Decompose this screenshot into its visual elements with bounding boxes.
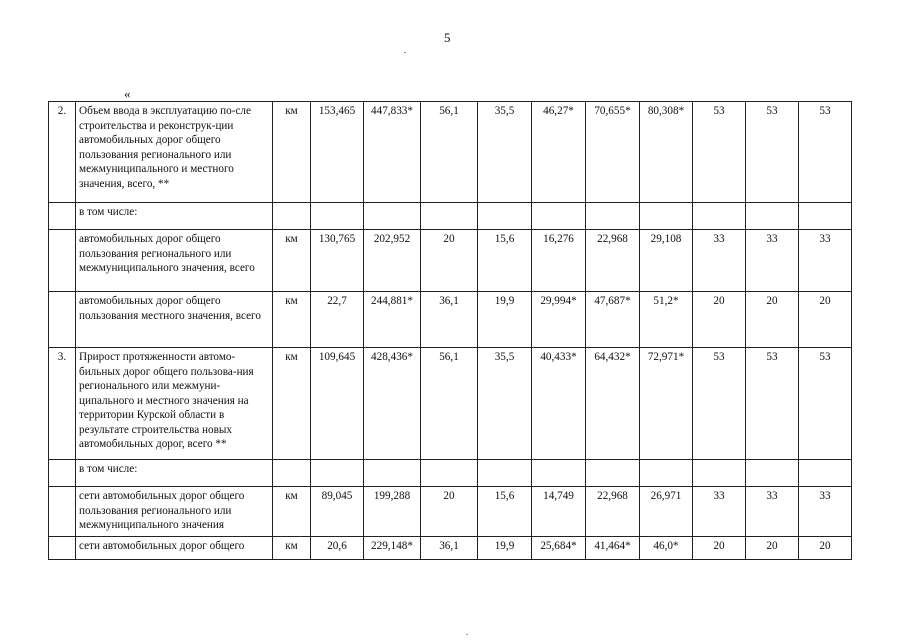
unit-cell	[273, 460, 311, 487]
value-cell: 40,433*	[532, 348, 586, 460]
value-cell	[799, 460, 852, 487]
value-cell	[478, 460, 532, 487]
value-cell: 53	[799, 348, 852, 460]
indicator-name-cell: сети автомобильных дорог общего	[76, 537, 273, 560]
row-number-cell: 3.	[49, 348, 76, 460]
value-cell: 51,2*	[640, 292, 693, 348]
value-cell: 109,645	[311, 348, 364, 460]
indicators-table	[48, 101, 852, 560]
value-cell	[746, 460, 799, 487]
indicator-name-cell: в том числе:	[76, 460, 273, 487]
value-cell: 56,1	[421, 348, 478, 460]
unit-cell: км	[273, 487, 311, 537]
value-cell: 20	[421, 230, 478, 292]
value-cell: 20	[421, 487, 478, 537]
value-cell	[421, 460, 478, 487]
value-cell	[799, 203, 852, 230]
value-cell: 20	[746, 537, 799, 560]
value-cell: 19,9	[478, 292, 532, 348]
table-row	[49, 203, 852, 230]
value-cell: 70,655*	[586, 102, 640, 203]
row-number-cell	[49, 537, 76, 560]
value-cell: 153,465	[311, 102, 364, 203]
value-cell: 244,881*	[364, 292, 421, 348]
value-cell: 64,432*	[586, 348, 640, 460]
value-cell	[311, 203, 364, 230]
indicator-name-cell: Объем ввода в эксплуатацию по-сле строительства и реконструк-ции автомобильных дорог общего пользования регионального или межмуниципального и местного значения, всего, **	[76, 102, 273, 203]
value-cell	[532, 460, 586, 487]
table-row	[49, 292, 852, 348]
row-number-cell	[49, 487, 76, 537]
unit-cell: км	[273, 102, 311, 203]
value-cell	[693, 203, 746, 230]
value-cell: 20	[799, 292, 852, 348]
value-cell: 36,1	[421, 292, 478, 348]
value-cell	[746, 203, 799, 230]
row-number-cell	[49, 292, 76, 348]
value-cell: 428,436*	[364, 348, 421, 460]
value-cell	[421, 203, 478, 230]
unit-cell: км	[273, 230, 311, 292]
scan-speck	[466, 634, 468, 635]
row-number-cell	[49, 203, 76, 230]
value-cell: 20	[746, 292, 799, 348]
value-cell: 72,971*	[640, 348, 693, 460]
value-cell	[586, 203, 640, 230]
value-cell: 15,6	[478, 230, 532, 292]
value-cell: 41,464*	[586, 537, 640, 560]
value-cell: 20	[693, 292, 746, 348]
value-cell: 199,288	[364, 487, 421, 537]
value-cell: 46,27*	[532, 102, 586, 203]
value-cell: 89,045	[311, 487, 364, 537]
indicator-name-cell: в том числе:	[76, 203, 273, 230]
value-cell: 229,148*	[364, 537, 421, 560]
value-cell: 447,833*	[364, 102, 421, 203]
value-cell	[364, 460, 421, 487]
unit-cell: км	[273, 537, 311, 560]
table-row	[49, 487, 852, 537]
value-cell: 47,687*	[586, 292, 640, 348]
indicator-name-cell: автомобильных дорог общего пользования регионального или межмуниципального значения, всего	[76, 230, 273, 292]
value-cell: 26,971	[640, 487, 693, 537]
value-cell: 14,749	[532, 487, 586, 537]
value-cell	[532, 203, 586, 230]
value-cell: 53	[693, 348, 746, 460]
unit-cell	[273, 203, 311, 230]
value-cell	[478, 203, 532, 230]
value-cell: 80,308*	[640, 102, 693, 203]
value-cell: 22,968	[586, 230, 640, 292]
value-cell: 35,5	[478, 348, 532, 460]
value-cell: 33	[746, 487, 799, 537]
opening-quote-mark: «	[124, 86, 131, 101]
table-row	[49, 230, 852, 292]
indicator-name-cell: сети автомобильных дорог общего пользования регионального или межмуниципального значения	[76, 487, 273, 537]
indicator-name-cell: автомобильных дорог общего пользования местного значения, всего	[76, 292, 273, 348]
value-cell: 46,0*	[640, 537, 693, 560]
value-cell	[364, 203, 421, 230]
row-number-cell	[49, 230, 76, 292]
table-row	[49, 348, 852, 460]
value-cell: 19,9	[478, 537, 532, 560]
value-cell	[586, 460, 640, 487]
value-cell: 53	[746, 102, 799, 203]
scan-speck	[404, 52, 406, 53]
value-cell	[640, 460, 693, 487]
value-cell: 33	[799, 230, 852, 292]
value-cell: 15,6	[478, 487, 532, 537]
table-body	[49, 102, 852, 560]
value-cell: 202,952	[364, 230, 421, 292]
value-cell: 53	[799, 102, 852, 203]
value-cell: 22,968	[586, 487, 640, 537]
unit-cell: км	[273, 348, 311, 460]
value-cell	[311, 460, 364, 487]
value-cell: 20	[693, 537, 746, 560]
value-cell: 53	[693, 102, 746, 203]
page-number: 5	[444, 30, 451, 45]
value-cell: 22,7	[311, 292, 364, 348]
value-cell: 33	[799, 487, 852, 537]
table-row	[49, 102, 852, 203]
indicator-name-cell: Прирост протяженности автомо-бильных дорог общего пользова-ния регионального или межмуни-ципального и местного значения на территории Курской области в результате строительства новых автомобильных дорог, всего **	[76, 348, 273, 460]
value-cell: 25,684*	[532, 537, 586, 560]
table-row	[49, 460, 852, 487]
value-cell	[693, 460, 746, 487]
value-cell: 29,108	[640, 230, 693, 292]
row-number-cell	[49, 460, 76, 487]
row-number-cell: 2.	[49, 102, 76, 203]
unit-cell: км	[273, 292, 311, 348]
value-cell: 35,5	[478, 102, 532, 203]
value-cell: 130,765	[311, 230, 364, 292]
value-cell: 16,276	[532, 230, 586, 292]
value-cell: 33	[693, 487, 746, 537]
table-row	[49, 537, 852, 560]
value-cell: 56,1	[421, 102, 478, 203]
value-cell: 20	[799, 537, 852, 560]
value-cell: 29,994*	[532, 292, 586, 348]
value-cell: 33	[693, 230, 746, 292]
value-cell: 53	[746, 348, 799, 460]
value-cell: 33	[746, 230, 799, 292]
value-cell: 20,6	[311, 537, 364, 560]
value-cell	[640, 203, 693, 230]
value-cell: 36,1	[421, 537, 478, 560]
